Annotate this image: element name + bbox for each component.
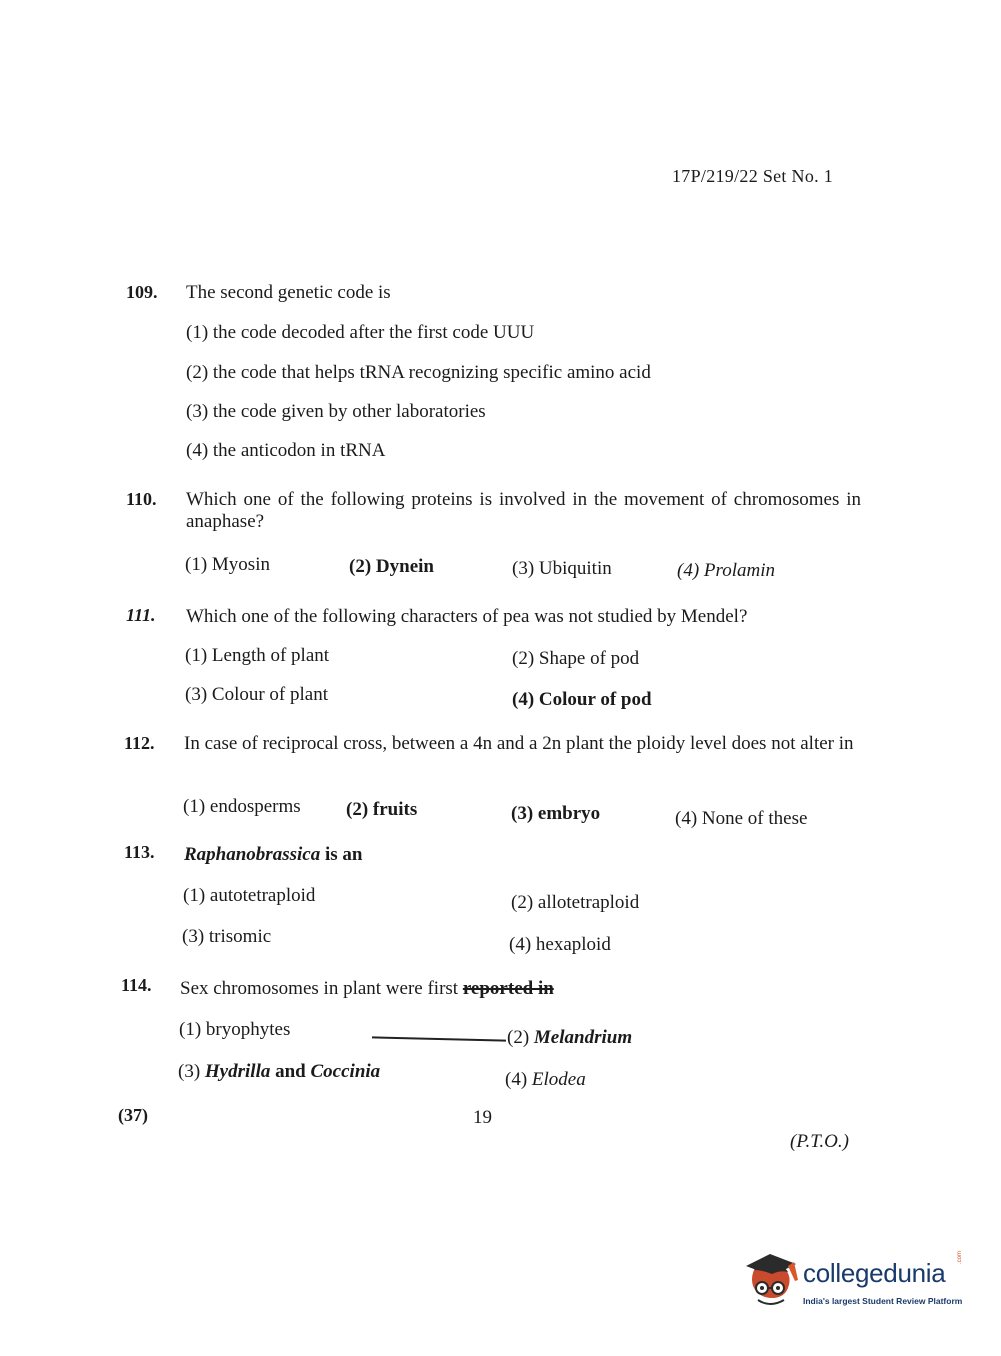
question-text: The second genetic code is [186, 282, 391, 303]
option-text-italic: Hydrilla [204, 1061, 271, 1082]
option-1 [183, 796, 301, 818]
question-number: 112. [124, 733, 155, 753]
paper-code: 17P/219/22 Set No. 1 [672, 166, 834, 186]
option-text: bryophytes [205, 1019, 291, 1040]
option-label: (2) [512, 648, 535, 669]
question-number: 113. [124, 842, 155, 862]
logo-name: collegedunia [803, 1258, 946, 1288]
option-label: (1) [179, 1019, 202, 1040]
option-1 [186, 322, 534, 344]
option-label: (4) [186, 440, 209, 461]
option-3 [186, 401, 486, 423]
option-4 [677, 560, 775, 582]
option-3 [178, 1061, 380, 1083]
option-text-italic-2: Coccinia [310, 1061, 381, 1082]
question-number: 111. [126, 605, 156, 625]
question-text [184, 844, 362, 866]
option-label: (2) [349, 556, 372, 577]
question-text-main: Sex chromosomes in plant were first [180, 978, 459, 999]
question-text: Which one of the following proteins is involved in the movement of chromosomes in anaphase? [186, 489, 861, 532]
footer-code: (37) [118, 1105, 148, 1125]
option-text: the code that helps tRNA recognizing specific amino acid [212, 362, 651, 383]
option-text: allotetraploid [537, 892, 640, 913]
option-label: (3) [186, 401, 209, 422]
option-4 [505, 1069, 586, 1091]
option-label: (3) [185, 684, 208, 705]
question-number: 109. [126, 282, 158, 302]
pto-label: (P.T.O.) [790, 1131, 849, 1152]
collegedunia-logo [740, 1250, 970, 1320]
option-2 [507, 1027, 632, 1049]
page-number: 19 [473, 1107, 492, 1128]
option-2 [186, 362, 651, 384]
logo-tagline: India's largest Student Review Platform [803, 1296, 963, 1306]
option-label: (1) [186, 322, 209, 343]
option-label: (4) [675, 808, 698, 829]
option-text: the code given by other laboratories [212, 401, 486, 422]
option-label: (4) [505, 1069, 528, 1090]
option-text: autotetraploid [209, 885, 316, 906]
option-text: hexaploid [535, 934, 611, 955]
question-text-rest: is an [324, 844, 363, 865]
question-number: 114. [121, 975, 152, 995]
option-1 [185, 554, 270, 576]
option-2 [512, 648, 639, 670]
option-label: (3) [182, 926, 205, 947]
option-label: (2) [186, 362, 209, 383]
option-text: fruits [372, 799, 418, 820]
question-text [180, 978, 554, 1000]
option-label: (1) [183, 796, 206, 817]
option-label: (4) [512, 689, 535, 710]
option-text: Ubiquitin [538, 558, 612, 579]
option-1 [185, 645, 329, 667]
option-label: (1) [183, 885, 206, 906]
option-2 [511, 892, 639, 914]
option-2 [346, 799, 417, 821]
option-text-mid: and [275, 1061, 306, 1082]
option-1 [183, 885, 315, 907]
option-text: Dynein [375, 556, 434, 577]
option-text: the anticodon in tRNA [212, 440, 386, 461]
option-label: (4) [677, 560, 700, 581]
option-text: None of these [701, 808, 808, 829]
option-4 [509, 934, 611, 956]
option-text: Myosin [211, 554, 270, 575]
option-text: the code decoded after the first code UUU [212, 322, 535, 343]
option-text: Prolamin [703, 560, 775, 581]
option-3 [182, 926, 271, 948]
option-label: (2) [346, 799, 369, 820]
question-term: Raphanobrassica [184, 844, 321, 865]
question-text: In case of reciprocal cross, between a 4n and a 2n plant the ploidy level does not alter in [184, 733, 854, 754]
option-3 [512, 558, 612, 580]
option-text: endosperms [209, 796, 301, 817]
option-4 [186, 440, 385, 462]
option-4 [675, 808, 807, 830]
option-label: (2) [511, 892, 534, 913]
option-text: Melandrium [533, 1027, 633, 1048]
pen-stroke [372, 1036, 506, 1041]
mascot-icon [740, 1250, 802, 1312]
option-text: embryo [537, 803, 601, 824]
option-1 [179, 1019, 290, 1041]
option-label: (4) [509, 934, 532, 955]
option-4 [512, 689, 652, 711]
option-text: Colour of pod [538, 689, 652, 710]
option-text: Shape of pod [538, 648, 640, 669]
option-3 [511, 803, 600, 825]
option-label: (3) [512, 558, 535, 579]
option-label: (3) [178, 1061, 201, 1082]
option-3 [185, 684, 328, 706]
option-label: (1) [185, 554, 208, 575]
option-2 [349, 556, 434, 578]
question-text: Which one of the following characters of pea was not studied by Mendel? [186, 606, 748, 627]
question-number: 110. [126, 489, 157, 509]
option-label: (1) [185, 645, 208, 666]
option-label: (3) [511, 803, 534, 824]
option-text: Colour of plant [211, 684, 329, 705]
struck-text: reported in [462, 978, 554, 999]
option-label: (2) [507, 1027, 530, 1048]
option-text: Length of plant [211, 645, 330, 666]
option-text: Elodea [531, 1069, 586, 1090]
logo-suffix: .com [957, 1250, 963, 1264]
option-text: trisomic [208, 926, 272, 947]
